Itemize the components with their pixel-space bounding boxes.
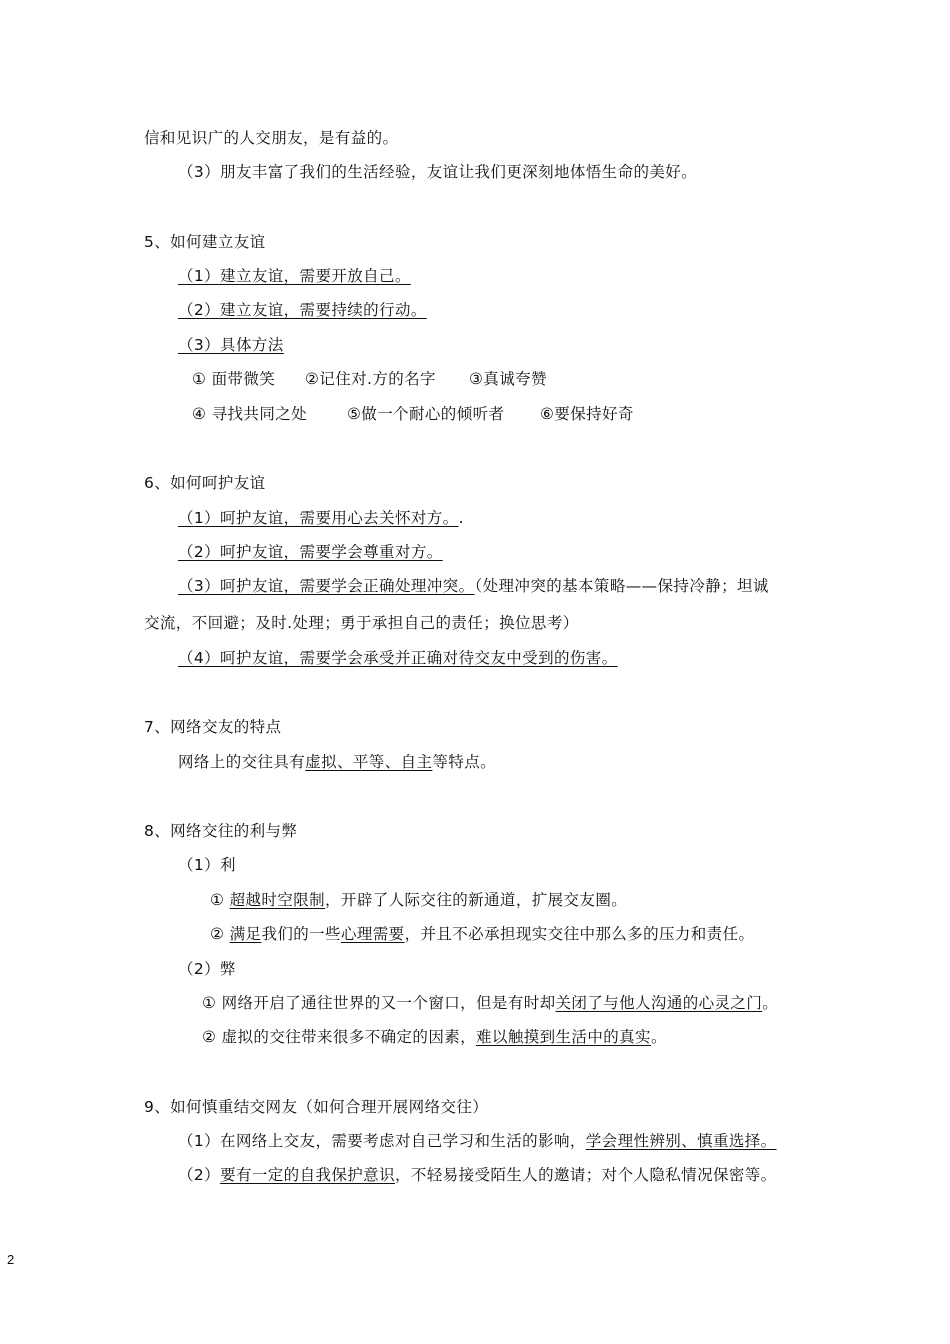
con-1-key: 关闭了与他人沟通的心灵之门 <box>555 994 763 1012</box>
section9-item1-key: 学会理性辨别、慎重选择。 <box>585 1132 777 1150</box>
con-2-post: 。 <box>650 1028 667 1046</box>
section5-title: 5、如何建立友谊 <box>144 233 266 251</box>
con-1-pre: ① 网络开启了通往世界的又一个窗口，但是有时却 <box>202 994 556 1012</box>
section7-text-pre: 网络上的交往具有 <box>178 753 306 771</box>
page-number: 2 <box>7 1252 15 1267</box>
section5-item3: （3）具体方法 <box>178 336 284 354</box>
pro-2-marker: ② <box>210 925 230 943</box>
section9-item2 <box>178 1165 777 1185</box>
section6-item2: （2）呵护友谊，需要学会尊重对方。 <box>178 543 443 561</box>
pro-2-key2: 心理需要 <box>340 925 405 943</box>
section9-item2-rest: ，不轻易接受陌生人的邀请；对个人隐私情况保密等。 <box>394 1166 777 1184</box>
con-2-pre: ② 虚拟的交往带来很多不确定的因素， <box>202 1028 477 1046</box>
section6-item3-underlined: （3）呵护友谊，需要学会正确处理冲突。 <box>178 577 475 595</box>
section7-text-post: 等特点。 <box>432 753 497 771</box>
section6-item3 <box>178 576 769 596</box>
pro-2 <box>210 924 754 944</box>
con-2-key: 难以触摸到生活中的真实 <box>476 1028 651 1046</box>
method-5: ⑤做一个耐心的倾听者 <box>347 405 505 423</box>
method-3: ③真诚夸赞 <box>469 370 547 388</box>
section9-title: 9、如何慎重结交网友（如何合理开展网络交往） <box>144 1098 489 1116</box>
pro-2-rest: ，并且不必承担现实交往中那么多的压力和责任。 <box>404 925 755 943</box>
con-2 <box>202 1027 667 1047</box>
section9-item1 <box>178 1131 777 1151</box>
section4-continuation: 信和见识广的人交朋友，是有益的。 <box>144 129 399 147</box>
section9-item2-key: 要有一定的自我保护意识 <box>220 1166 395 1184</box>
section7-features: 虚拟、平等、自主 <box>305 753 433 771</box>
section8-title: 8、网络交往的利与弊 <box>144 822 298 840</box>
pro-1-rest: ，开辟了人际交往的新通道，扩展交友圈。 <box>325 891 628 909</box>
section7-title: 7、网络交友的特点 <box>144 718 282 736</box>
method-6: ⑥要保持好奇 <box>540 405 634 423</box>
method-1: ① 面带微笑 <box>192 370 276 388</box>
pro-2-key1: 满足 <box>229 925 262 943</box>
section6-item1-underlined: （1）呵护友谊，需要用心去关怀对方。 <box>178 509 459 527</box>
section4-point3: （3）朋友丰富了我们的生活经验，友谊让我们更深刻地体悟生命的美好。 <box>178 163 698 181</box>
pro-2-mid: 我们的一些 <box>261 925 341 943</box>
pro-1-marker: ① <box>210 891 230 909</box>
con-1-post: 。 <box>762 994 779 1012</box>
section6-item4: （4）呵护友谊，需要学会承受并正确对待交友中受到的伤害。 <box>178 649 618 667</box>
section6-title: 6、如何呵护友谊 <box>144 474 266 492</box>
section6-item1-tail: . <box>458 509 464 527</box>
pro-1 <box>210 890 627 910</box>
section5-item1: （1）建立友谊，需要开放自己。 <box>178 267 411 285</box>
section6-item1 <box>178 508 464 528</box>
section9-item2-marker: （2） <box>178 1166 221 1184</box>
pro-1-key: 超越时空限制 <box>229 891 326 909</box>
section6-item3-continuation: 交流，不回避；及时.处理；勇于承担自己的责任；换位思考） <box>144 614 579 632</box>
section5-item2: （2）建立友谊，需要持续的行动。 <box>178 301 427 319</box>
method-2: ②记住对.方的名字 <box>305 370 436 388</box>
con-1 <box>202 993 778 1013</box>
cons-heading: （2）弊 <box>178 960 236 978</box>
method-4: ④ 寻找共同之处 <box>192 405 308 423</box>
section7-text <box>178 752 496 772</box>
section9-item1-pre: （1）在网络上交友，需要考虑对自己学习和生活的影响， <box>178 1132 586 1150</box>
pros-heading: （1）利 <box>178 856 236 874</box>
section6-item3-note: （处理冲突的基本策略——保持冷静；坦诚 <box>474 577 769 595</box>
